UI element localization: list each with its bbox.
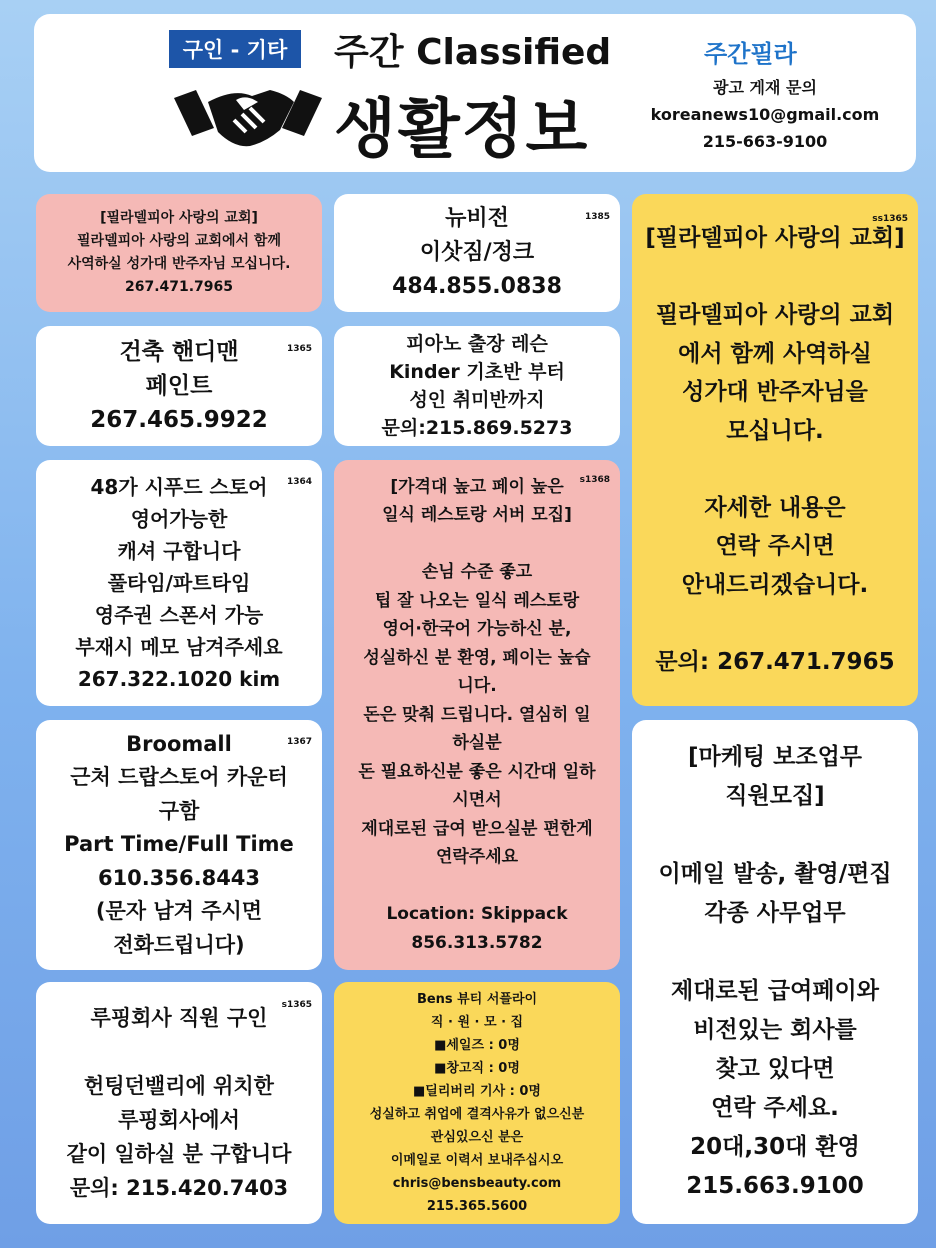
ad-text-line: 영어·한국어 가능하신 분, [382,619,572,640]
ad-text-line: [가격대 높고 페이 높은 [390,476,564,497]
ad-text-line: 문의: 215.420.7403 [69,1176,289,1200]
ad-text-line: 267.465.9922 [90,407,268,433]
handshake-icon [174,80,322,156]
ad-text-line: [필라델피아 사랑의 교회] [100,210,258,226]
ad-text-line: 직 · 원 · 모 · 집 [430,1015,524,1030]
contact-email: koreanews10@gmail.com [650,105,880,124]
ad-contact-info [634,74,896,155]
ad-text-line: 267.471.7965 [124,279,234,295]
ad-text-line: chris@bensbeauty.com [392,1176,562,1191]
header-big-title: 생활정보 [334,93,590,167]
ad-text-line: ■창고직 : 0명 [434,1061,520,1076]
ad-text-line: 니다. [457,676,497,697]
ad-text-line: 성인 취미반까지 [409,389,545,411]
ad-text-line: 영어가능한 [130,507,228,531]
ad-text-line: [필라델피아 사랑의 교회] [645,225,905,251]
ad-text-line: [마케팅 보조업무 [687,744,863,770]
ad-text-line: 성실하고 취업에 결격사유가 없으신분 [369,1107,585,1122]
ad-bens-beauty [334,982,620,1224]
ad-text-line: 같이 일하실 분 구합니다 [66,1142,292,1166]
ad-text-line: ■세일즈 : 0명 [434,1038,520,1053]
ad-text-line: 루핑회사에서 [118,1108,240,1132]
ad-piano-lesson [334,326,620,446]
ad-text-line: 직원모집] [725,783,825,809]
ad-text-line: 215.365.5600 [426,1199,528,1214]
ad-text-line: 안내드리겠습니다. [681,571,869,598]
contact-phone: 215-663-9100 [702,132,828,151]
ad-roofing-company [36,982,322,1224]
ad-text-line: 풀타임/파트타임 [107,571,251,595]
ad-text-line [771,450,779,489]
ad-text-line: 연락 주세요. [711,1095,839,1121]
ad-text-line [771,933,779,972]
ad-text-line: 구함 [158,798,200,823]
ad-code-label: ss1365 [872,214,908,224]
ad-text-line [771,258,779,297]
ad-code-label: 1364 [286,477,312,487]
ad-text-line: 215.663.9100 [686,1173,864,1199]
ad-text-line: 근처 드랍스토어 카운터 [70,765,288,790]
ad-text-line: 팁 잘 나오는 일식 레스토랑 [374,590,580,611]
ad-text-line: 하실분 [452,733,502,754]
ad-text-line: 페인트 [145,373,213,399]
ad-text-line: 제대로된 급여 받으실분 편한게 [361,818,593,839]
ad-text-line: 사역하실 성가대 반주자님 모십니다. [67,256,291,272]
ad-text-line: 비전있는 회사를 [693,1017,857,1043]
ad-text-line: 관심있으신 분은 [430,1130,524,1145]
ad-newvision [334,194,620,312]
header-panel [34,14,916,172]
ad-text-line: ■딜리버리 기사 : 0명 [412,1084,541,1099]
ad-text-line [175,1035,182,1069]
ad-handyman [36,326,322,446]
ad-text-line: 48가 시푸드 스토어 [90,475,268,499]
ad-text-line [771,604,779,643]
ad-text-line: Kinder 기초반 부터 [389,361,565,383]
ad-text-line: 필라델피아 사랑의 교회에서 함께 [77,233,281,249]
ad-text-line [474,872,480,901]
brand-logo: 주간필라 [704,39,797,68]
ad-church-small [36,194,322,312]
ad-text-line: 610.356.8443 [97,865,261,890]
ad-text-line: 뉴비전 [445,206,509,231]
ad-code-label: 1367 [286,737,312,747]
ad-text-line: 영주권 스폰서 가능 [94,603,264,627]
ad-text-line: 자세한 내용은 [704,494,846,521]
ad-text-line: 시면서 [452,790,502,811]
ad-text-line: (문자 남겨 주시면 [95,899,263,924]
ad-text-line: Location: Skippack [386,904,568,925]
ad-text-line: 헌팅던밸리에 위치한 [84,1074,274,1098]
ad-text-line: Part Time/Full Time [64,832,294,857]
ad-text-line: 각종 사무업무 [704,900,846,926]
ad-text-line: 연락주세요 [435,847,519,868]
ad-seafood-store [36,460,322,706]
ad-text-line: 20대,30대 환영 [690,1134,860,1160]
ad-text-line: 이메일 발송, 촬영/편집 [658,861,892,887]
ad-text-line: 부재시 메모 남겨주세요 [75,635,283,659]
ad-text-line: 전화드립니다) [113,932,245,957]
ad-code-label: 1365 [286,344,312,354]
ad-text-line: 성가대 반주자님을 [682,379,868,405]
ad-text-line: 루핑회사 직원 구인 [90,1006,268,1030]
ad-text-line: 문의: 267.471.7965 [655,648,895,675]
ad-text-line: 856.313.5782 [411,932,543,953]
ad-text-line: 연락 주시면 [715,533,835,559]
ad-text-line: 484.855.0838 [392,274,562,299]
ad-text-line: 문의:215.869.5273 [381,417,573,439]
ad-text-line: 이메일로 이력서 보내주십시오 [390,1153,564,1168]
ad-text-line [474,530,480,559]
category-badge: 구인 - 기타 [169,30,301,68]
ad-code-label: s1365 [281,1000,312,1010]
ad-text-line: 건축 핸디맨 [119,339,239,365]
ad-text-line: 손님 수준 좋고 [421,562,533,583]
ad-text-line: 에서 함께 사역하실 [678,340,872,367]
ad-text-line: 캐셔 구합니다 [117,539,241,563]
ad-text-line: 일식 레스토랑 서버 모집] [382,505,572,526]
ad-text-line: 이삿짐/정크 [419,240,535,265]
ad-text-line: 모십니다. [726,417,824,444]
contact-label: 광고 게재 문의 [713,78,817,97]
ad-text-line: 제대로된 급여페이와 [671,978,879,1004]
ad-text-line: 피아노 출장 레슨 [406,333,548,355]
ad-text-line [771,816,779,855]
ad-text-line: 돈 필요하신분 좋은 시간대 일하 [358,761,596,782]
ad-church-big [632,194,918,706]
ad-code-label: 1385 [584,212,610,222]
ad-text-line: Broomall [126,731,232,756]
ad-text-line: Bens 뷰티 서플라이 [416,992,538,1007]
ad-text-line: 성실하신 분 환영, 페이는 높습 [363,647,591,668]
ad-japanese-restaurant [334,460,620,970]
header-title: 주간 Classified [334,32,612,73]
ad-text-line: 돈은 맞춰 드립니다. 열심히 일 [363,704,591,725]
ad-text-line: 필라델피아 사랑의 교회 [655,302,895,328]
ad-text-line: 찾고 있다면 [715,1056,835,1082]
ad-text-line: 267.322.1020 kim [77,667,281,691]
ad-code-label: s1368 [579,475,610,485]
ad-marketing-assistant [632,720,918,1224]
ad-broomall-store [36,720,322,970]
